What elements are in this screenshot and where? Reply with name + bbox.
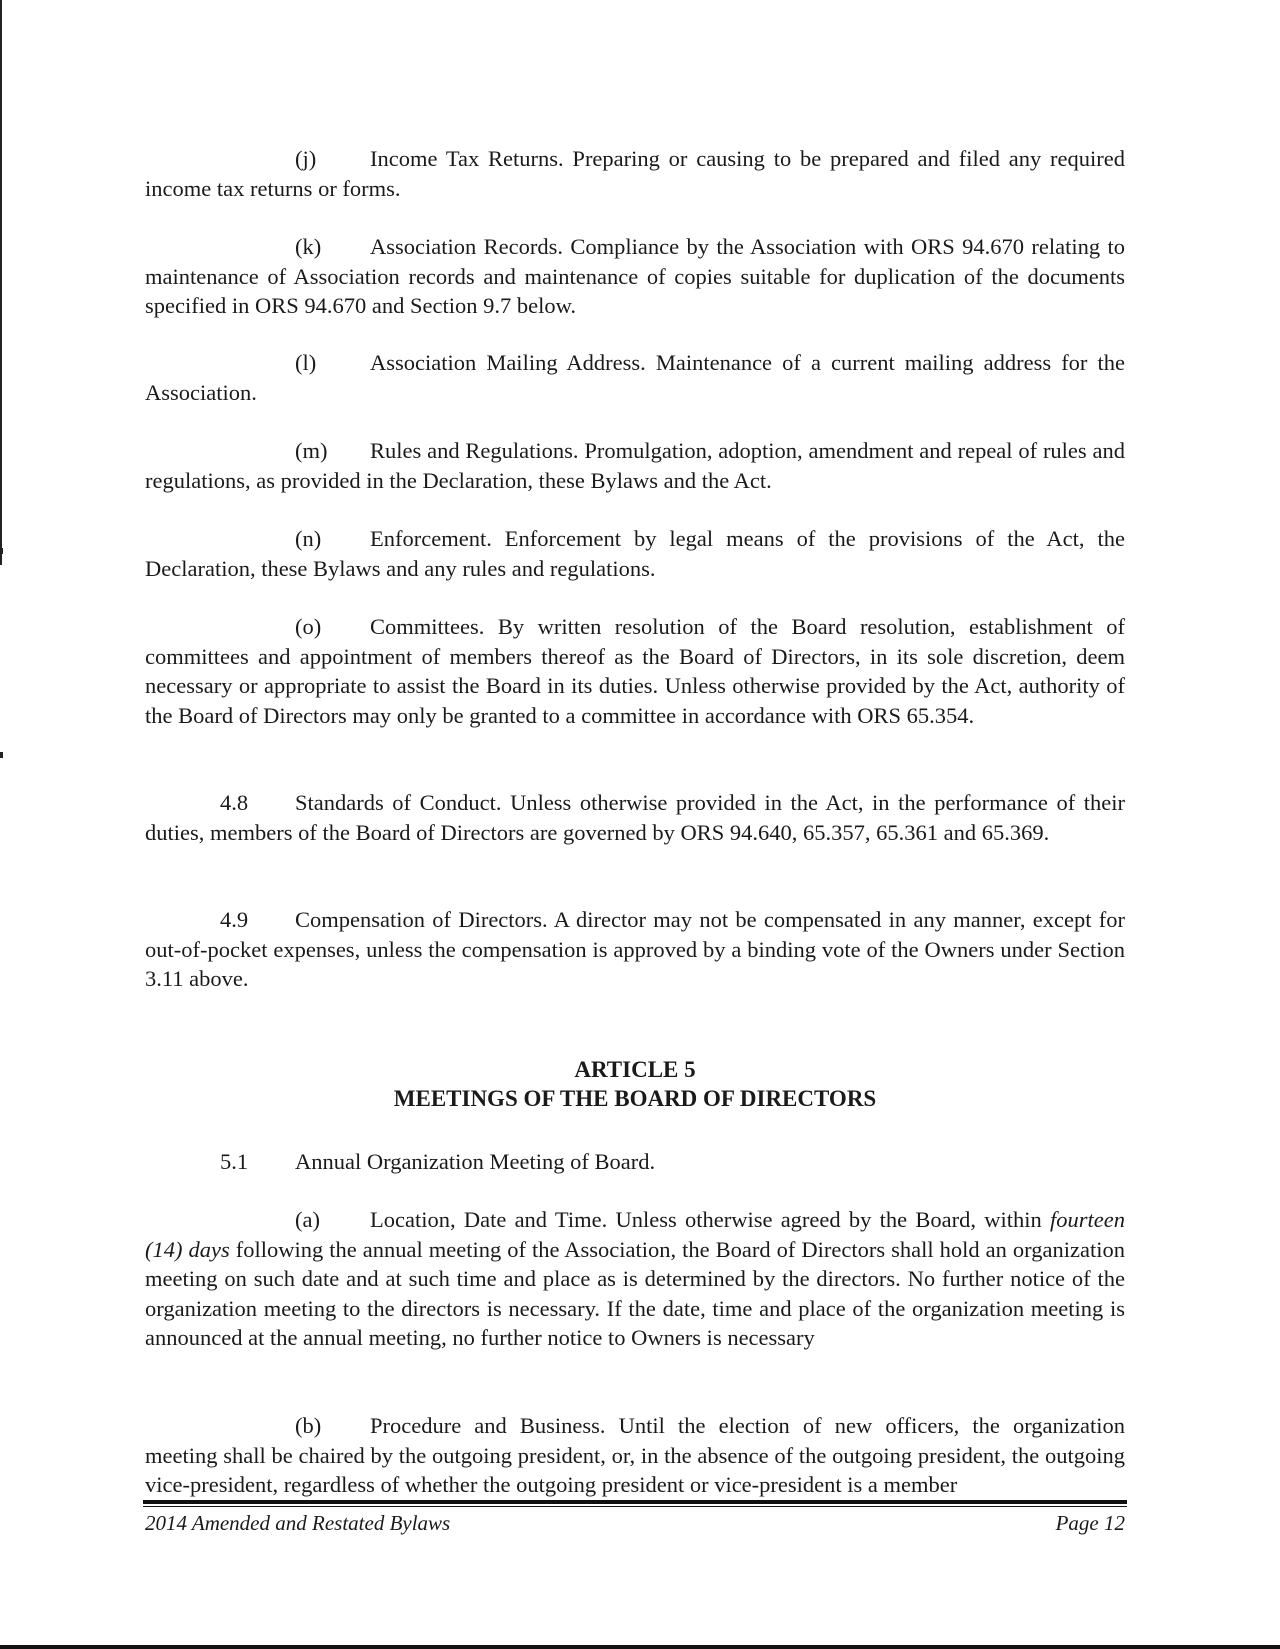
scan-edge-tick bbox=[0, 752, 3, 758]
section-number: 4.8 bbox=[220, 790, 249, 815]
scan-left-edge bbox=[0, 0, 2, 565]
paragraph-text: Association Mailing Address. Maintenance of a current mailing address for the Association. bbox=[145, 350, 1125, 405]
article-number: ARTICLE 5 bbox=[574, 1057, 696, 1082]
footer-document-title: 2014 Amended and Restated Bylaws bbox=[145, 1511, 451, 1535]
section-4-8 bbox=[145, 788, 1125, 847]
footer-rule bbox=[143, 1506, 1127, 1507]
paragraph-number: (m) bbox=[295, 438, 328, 463]
paragraph-number: (j) bbox=[295, 146, 317, 171]
paragraph-text: Income Tax Returns. Preparing or causing to be prepared and filed any required income tax returns or forms. bbox=[145, 146, 1125, 201]
paragraph-text: following the annual meeting of the Association, the Board of Directors shall hold an organization meeting on such date and at such time and place as is determined by the directors. No further notice of the organization meeting to the directors is necessary. If the date, time and place of the organization meeting is announced at the annual meeting, no further notice to Owners is necessary bbox=[145, 1236, 1125, 1350]
scan-edge-tick bbox=[0, 548, 3, 554]
paragraph-n bbox=[145, 524, 1125, 583]
paragraph-b bbox=[145, 1411, 1125, 1500]
paragraph-text: Association Records. Compliance by the Association with ORS 94.670 relating to maintenance of Association records and maintenance of copies suitable for duplication of the documents specified in ORS 94.670 and Section 9.7 below. bbox=[145, 234, 1125, 318]
paragraph-m bbox=[145, 436, 1125, 495]
paragraph-text: Rules and Regulations. Promulgation, adoption, amendment and repeal of rules and regulations, as provided in the Declaration, these Bylaws and the Act. bbox=[145, 438, 1125, 493]
paragraph-text-italic: fourteen (14) days bbox=[145, 1207, 1125, 1262]
paragraph-text: Location, Date and Time. Unless otherwise agreed by the Board, within bbox=[370, 1207, 1051, 1232]
section-text: Standards of Conduct. Unless otherwise provided in the Act, in the performance of their duties, members of the Board of Directors are governed by ORS 94.640, 65.357, 65.361 and 65.369. bbox=[145, 790, 1125, 845]
paragraph-k bbox=[145, 232, 1125, 321]
article-title: MEETINGS OF THE BOARD OF DIRECTORS bbox=[393, 1086, 877, 1111]
paragraph-j bbox=[145, 144, 1125, 203]
paragraph-number: (l) bbox=[295, 350, 317, 375]
scan-bottom-edge bbox=[0, 1645, 1280, 1649]
paragraph-l bbox=[145, 348, 1125, 407]
paragraph-text: Procedure and Business. Until the election of new officers, the organization meeting shall be chaired by the outgoing president, or, in the absence of the outgoing president, the outgoing vice-president, regardless of whether the outgoing president or vice-president is a member bbox=[145, 1413, 1125, 1497]
paragraph-number: (a) bbox=[295, 1207, 320, 1232]
article-heading bbox=[145, 1055, 1125, 1113]
section-text: Annual Organization Meeting of Board. bbox=[295, 1149, 656, 1174]
paragraph-number: (k) bbox=[295, 234, 322, 259]
section-number: 4.9 bbox=[220, 907, 249, 932]
paragraph-a bbox=[145, 1205, 1125, 1353]
paragraph-number: (b) bbox=[295, 1413, 322, 1438]
section-4-9 bbox=[145, 905, 1125, 994]
paragraph-number: (o) bbox=[295, 614, 322, 639]
paragraph-o bbox=[145, 612, 1125, 730]
footer-rule bbox=[143, 1500, 1127, 1504]
footer-page-number: Page 12 bbox=[1055, 1511, 1125, 1535]
paragraph-text: Committees. By written resolution of the Board resolution, establishment of committees and appointment of members thereof as the Board of Directors, in its sole discretion, deem necessary or appropriate to assist the Board in its duties. Unless otherwise provided by the Act, authority of the Board of Directors may only be granted to a committee in accordance with ORS 65.354. bbox=[145, 614, 1125, 728]
section-text: Compensation of Directors. A director may not be compensated in any manner, except for out-of-pocket expenses, unless the compensation is approved by a binding vote of the Owners under Section 3.11 above. bbox=[145, 907, 1125, 991]
section-5-1 bbox=[145, 1147, 1125, 1177]
paragraph-number: (n) bbox=[295, 526, 322, 551]
section-number: 5.1 bbox=[220, 1149, 249, 1174]
paragraph-text: Enforcement. Enforcement by legal means of the provisions of the Act, the Declaration, these Bylaws and any rules and regulations. bbox=[145, 526, 1125, 581]
